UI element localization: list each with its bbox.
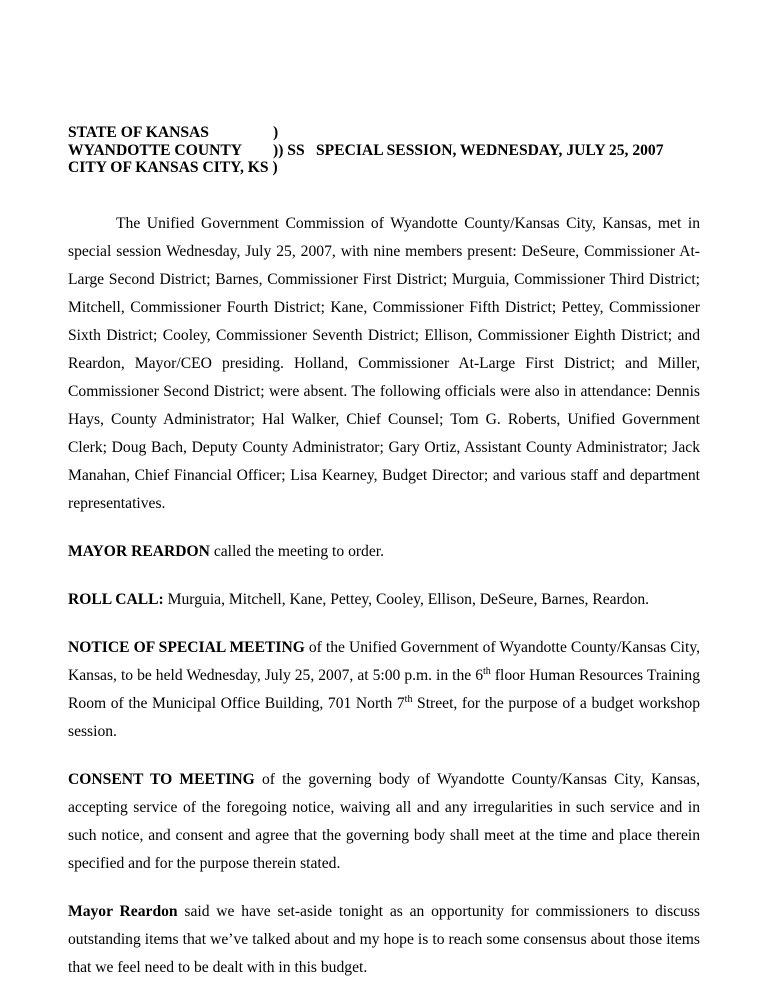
caption-row-county	[68, 142, 700, 160]
mayor-remarks-paragraph	[68, 898, 700, 982]
roll-call-paragraph	[68, 586, 700, 614]
caption-city: CITY OF KANSAS CITY, KS )	[68, 159, 278, 176]
caption-paren-2: )) SS	[273, 141, 305, 159]
caption-state: STATE OF KANSAS	[68, 124, 209, 141]
session-title: SPECIAL SESSION, WEDNESDAY, JULY 25, 2007	[316, 141, 664, 159]
caption-row-city	[68, 159, 700, 177]
call-to-order-speaker: MAYOR REARDON	[68, 543, 210, 560]
roll-call-label: ROLL CALL:	[68, 591, 164, 608]
case-caption	[68, 124, 700, 177]
consent-text: of the governing body of Wyandotte County/Kansas City, Kansas, accepting service of the foregoing notice, waiving all and any irregularities in such service and in such notice, and consent and agree that the governing body shall meet at the time and place therein specified and for the purpose therein stated.	[68, 771, 701, 872]
call-to-order-text: called the meeting to order.	[209, 543, 385, 560]
notice-text-1: of the Unified Government of Wyandotte County/Kansas City, Kansas, to be held Wednesday, July 25, 2007, at 5:00 p.m. in the 6	[68, 639, 701, 684]
notice-label: NOTICE OF SPECIAL MEETING	[68, 639, 305, 656]
notice-text-3: Street, for the purpose of a budget workshop session.	[68, 695, 700, 740]
roll-call-text: Murguia, Mitchell, Kane, Pettey, Cooley, Ellison, DeSeure, Barnes, Reardon.	[163, 591, 650, 608]
minutes-body	[68, 210, 700, 982]
caption-county: WYANDOTTE COUNTY	[68, 141, 243, 159]
caption-row-state	[68, 124, 700, 142]
mayor-remarks-text: said we have set-aside tonight as an opportunity for commissioners to discuss outstanding items that we’ve talked about and my hope is to reach some consensus about those items that we feel need to be dealt with in this budget.	[68, 903, 700, 976]
consent-paragraph	[68, 766, 700, 878]
notice-text-2: floor Human Resources Training Room of the Municipal Office Building, 701 North 7	[68, 667, 700, 712]
notice-sup-2: th	[404, 693, 413, 705]
mayor-remarks-speaker: Mayor Reardon	[68, 903, 178, 920]
consent-label: CONSENT TO MEETING	[68, 771, 255, 788]
intro-paragraph: The Unified Government Commission of Wyandotte County/Kansas City, Kansas, met in special session Wednesday, July 25, 2007, with nine members present: DeSeure, Commissioner At-Large Second District; Barnes, Commissioner First District; Murguia, Commissioner Third District; Mitchell, Commissioner Fourth District; Kane, Commissioner Fifth District; Pettey, Commissioner Sixth District; Cooley, Commissioner Seventh District; Ellison, Commissioner Eighth District; and Reardon, Mayor/CEO presiding. Holland, Commissioner At-Large First District; and Miller, Commissioner Second District; were absent. The following officials were also in attendance: Dennis Hays, County Administrator; Hal Walker, Chief Counsel; Tom G. Roberts, Unified Government Clerk; Doug Bach, Deputy County Administrator; Gary Ortiz, Assistant County Administrator; Jack Manahan, Chief Financial Officer; Lisa Kearney, Budget Director; and various staff and department representatives.	[68, 215, 700, 512]
notice-paragraph	[68, 634, 700, 746]
call-to-order-paragraph	[68, 538, 700, 566]
caption-paren-1: )	[273, 124, 279, 141]
notice-sup-1: th	[483, 665, 491, 677]
